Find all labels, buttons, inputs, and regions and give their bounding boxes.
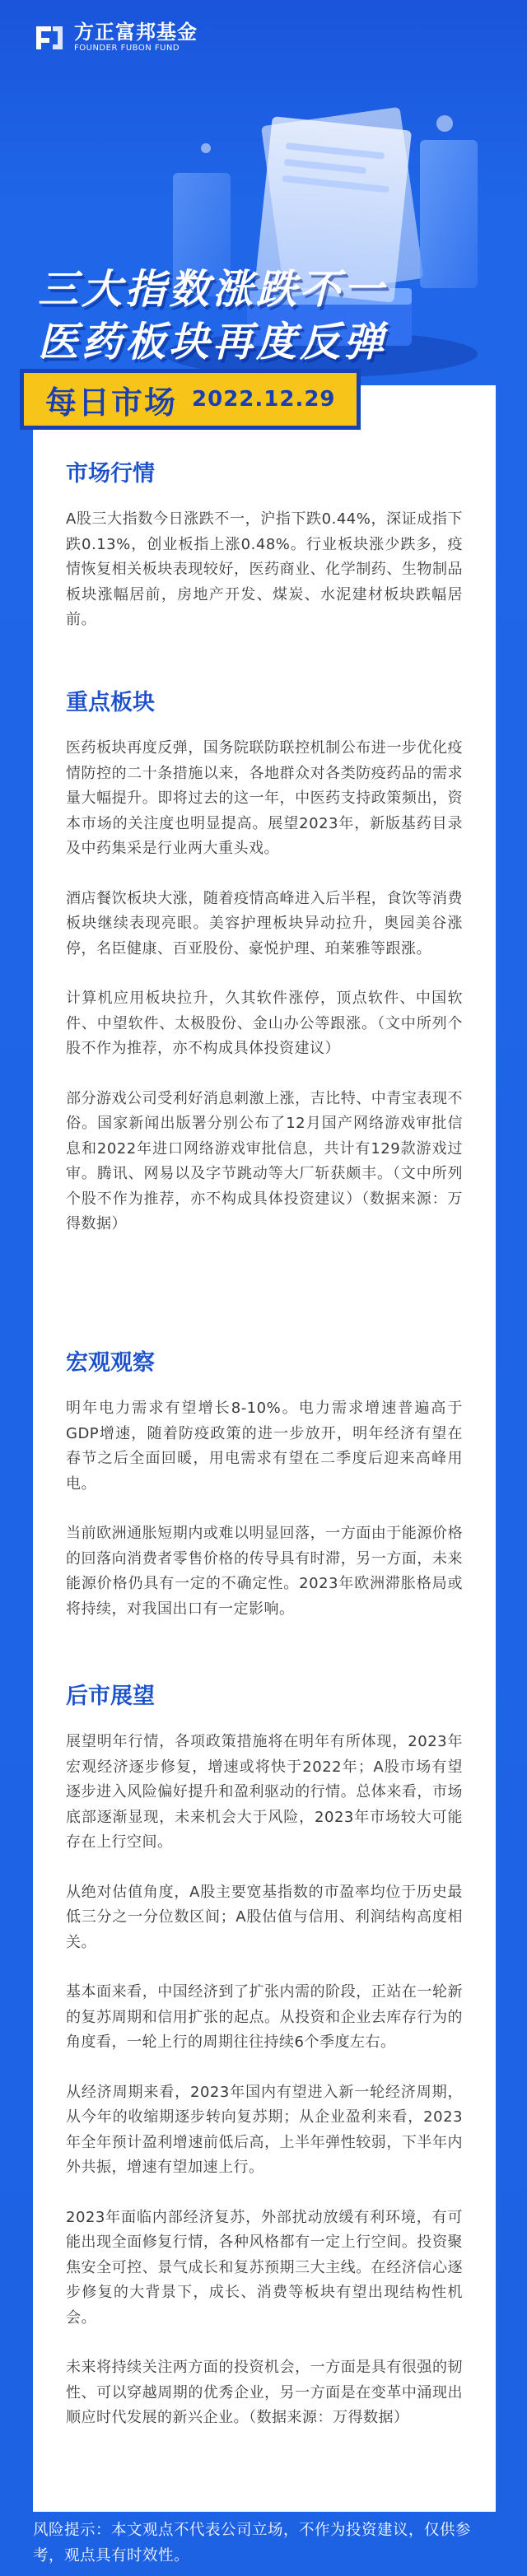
paragraph: 未来将持续关注两方面的投资机会，一方面是具有很强的韧性、可以穿越周期的优秀企业，另一方面是在变革中涌现出顺应时代发展的新兴企业。（数据来源：万得数据） [66,2359,463,2426]
risk-notice: 风险提示：本文观点不代表公司立场，不作为投资建议，仅供参考，观点具有时效性。 [33,2522,472,2564]
paragraph: 医药板块再度反弹，国务院联防联控机制公布进一步优化疫情防控的二十条措施以来，各地群众对各类防疫药品的需求量大幅提升。即将过去的这一年，中医药支持政策频出，资本市场的关注度也明显提高。展望2023年，新版基药目录及中药集采是行业两大重头戏。 [66,739,463,857]
founder-logo-icon [33,21,66,54]
paragraph: 从绝对估值角度，A股主要宽基指数的市盈率均位于历史最低三分之一分位数区间；A股估值与信用、利润结构高度相关。 [66,1883,463,1951]
paragraph: 基本面来看，中国经济到了扩张内需的阶段，正站在一轮新的复苏周期和信用扩张的起点。从投资和企业去库存行为的角度看，一轮上行的周期往往持续6个季度左右。 [66,1983,463,2051]
card-heading-title: 每日市场 [45,384,178,421]
section-market [66,459,463,658]
brand-name-en: FOUNDER FUBON FUND [74,44,180,53]
brand-header [33,21,198,54]
hero-title-line1: 三大指数涨跌不一 [38,266,388,313]
content-card [33,385,496,2512]
card-heading-date: 2022.12.29 [192,387,336,412]
paragraph: 计算机应用板块拉升，久其软件涨停，顶点软件、中国软件、中望软件、太极股份、金山办公等跟涨。（文中所列个股不作为推荐，亦不构成具体投资建议） [66,990,463,1057]
section-outlook [66,1682,463,2456]
paragraph: 当前欧洲通胀短期内或难以明显回落，一方面由于能源价格的回落向消费者零售价格的传导具有时滞，另一方面，未来能源价格仍具有一定的不确定性。2023年欧洲滞胀格局或将持续，对我国出口有一定影响。 [66,1525,463,1618]
paragraph: 展望明年行情，各项政策措施将在明年有所体现，2023年宏观经济逐步修复，增速或将快于2022年；A股市场有望逐步进入风险偏好提升和盈利驱动的行情。总体来看，市场底部逐渐显现，未来机会大于风险，2023年市场较大可能存在上行空间。 [66,1733,463,1851]
section-macro [66,1349,463,1647]
section-key-sectors [66,688,463,1262]
section-title: 宏观观察 [66,1350,155,1376]
paragraph: 部分游戏公司受利好消息刺激上涨，吉比特、中青宝表现不俗。国家新闻出版署分别公布了12月国产网络游戏审批信息和2022年进口网络游戏审批信息，共计有129款游戏过审。腾讯、网易以及字节跳动等大厂斩获颇丰。（文中所列个股不作为推荐，亦不构成具体投资建议）（数据来源：万得数据） [66,1089,463,1232]
paragraph: A股三大指数今日涨跌不一，沪指下跌0.44%，深证成指下跌0.13%，创业板指上涨0.48%。行业板块涨少跌多，疫情恢复相关板块表现较好，医药商业、化学制药、生物制品板块涨幅居前，房地产开发、煤炭、水泥建材板块跌幅居前。 [66,510,463,628]
section-title: 市场行情 [66,461,155,487]
hero-banner [0,91,527,379]
paragraph: 从经济周期来看，2023年国内有望进入新一轮经济周期，从今年的收缩期逐步转向复苏期；从企业盈利来看，2023年全年预计盈利增速前低后高，上半年弹性较弱，下半年内外共振，增速有望加速上行。 [66,2083,463,2176]
section-title: 后市展望 [66,1684,155,1709]
paragraph: 2023年面临内部经济复苏，外部扰动放缓有利环境，有可能出现全面修复行情，各种风格都有一定上行空间。投资聚焦安全可控、景气成长和复苏预期三大主线。在经济信心逐步修复的大背景下，成长、消费等板块有望出现结构性机会。 [66,2208,463,2327]
paragraph: 酒店餐饮板块大涨，随着疫情高峰进入后半程，食饮等消费板块继续表现亮眼。美容护理板块异动拉升，奥园美谷涨停，名臣健康、百亚股份、豪悦护理、珀莱雅等跟涨。 [66,889,463,957]
hero-title [38,263,387,369]
paragraph: 明年电力需求有望增长8-10%。电力需求增速普遍高于GDP增速，随着防疫政策的进一步放开，明年经济有望在春节之后全面回暖，用电需求有望在二季度后迎来高峰用电。 [66,1400,463,1493]
card-heading [20,369,361,430]
hero-title-line2: 医药板块再度反弹 [38,319,388,366]
section-title: 重点板块 [66,690,155,715]
brand-name-cn: 方正富邦基金 [74,21,198,44]
